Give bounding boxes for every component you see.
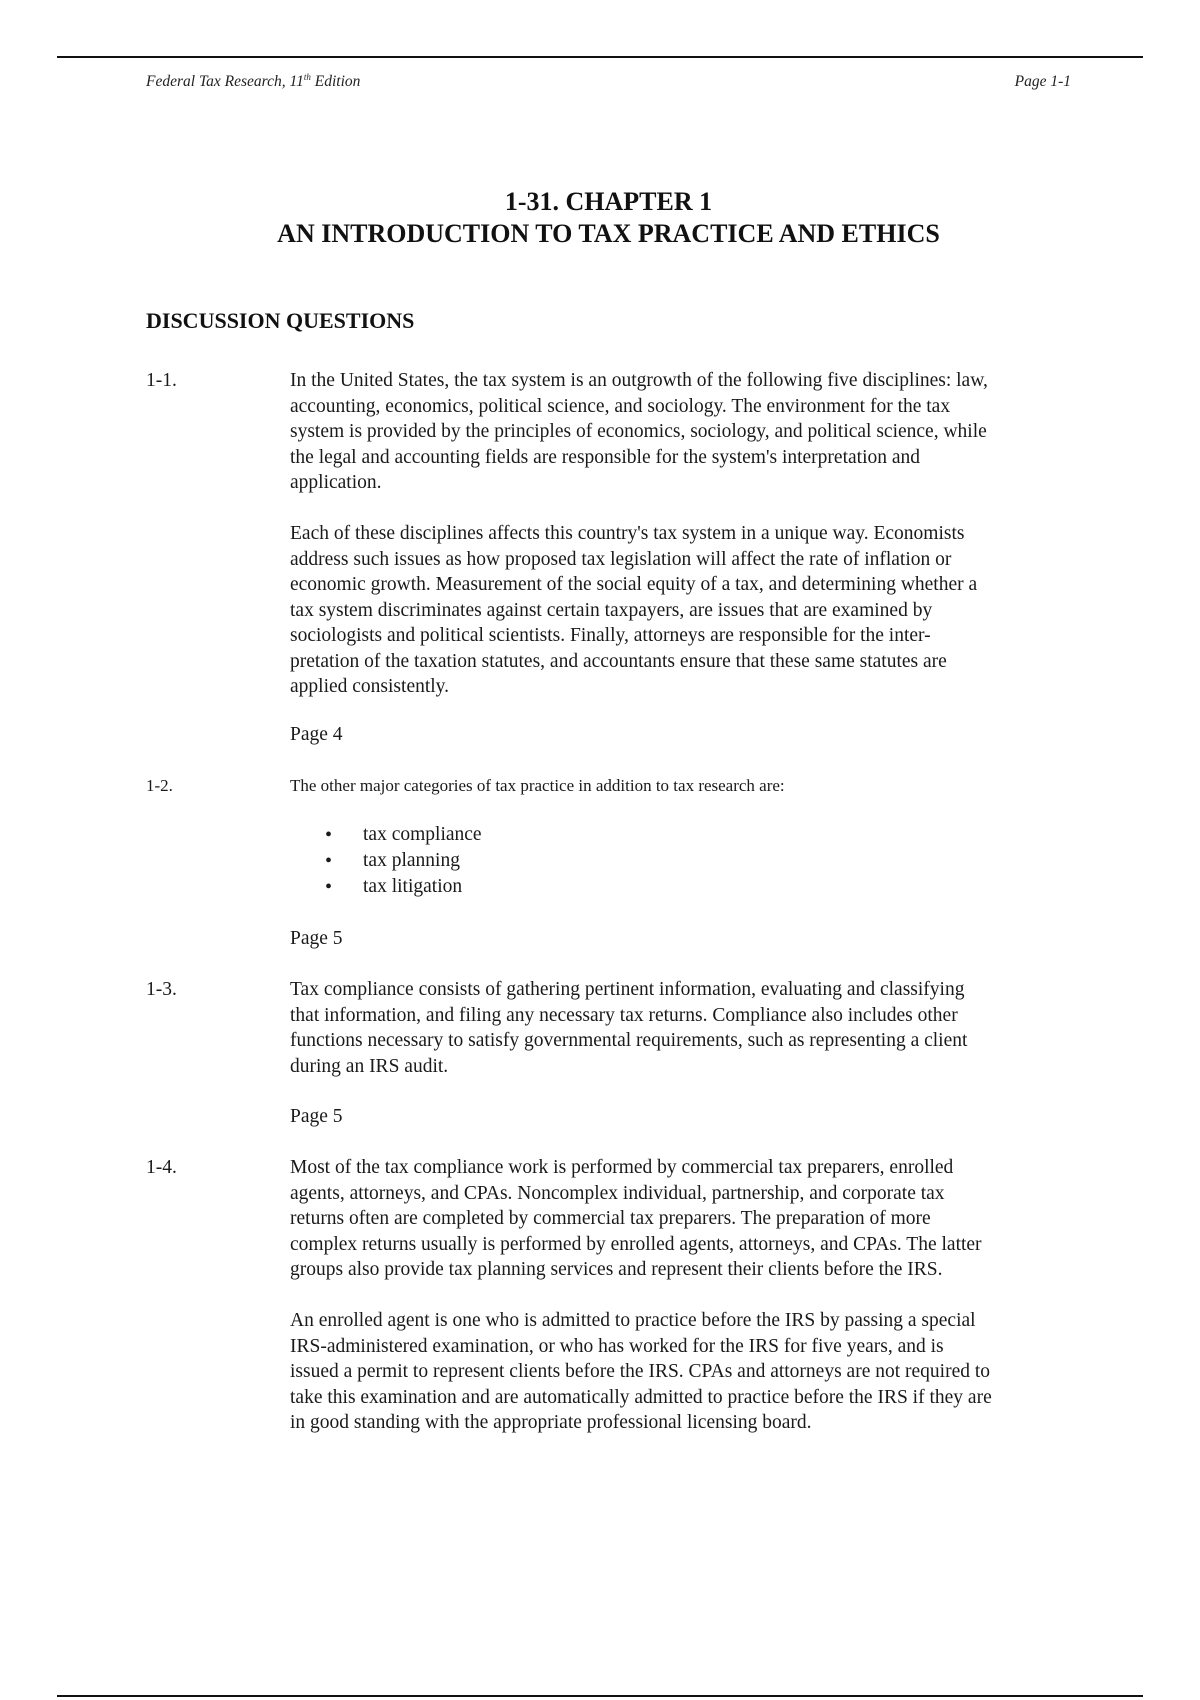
text-line: pretation of the taxation statutes, and accountants ensure that these same statutes are xyxy=(290,650,947,672)
header-book-title xyxy=(146,73,360,91)
question-number: 1-4. xyxy=(146,1157,177,1178)
text-line: An enrolled agent is one who is admitted to practice before the IRS by passing a special xyxy=(290,1310,976,1331)
text-line: tax system discriminates against certain taxpayers, are issues that are examined by xyxy=(290,599,933,621)
text-line: during an IRS audit. xyxy=(290,1055,449,1077)
bullet-icon: • xyxy=(325,824,333,846)
list-item-text: tax litigation xyxy=(363,876,463,897)
page-reference: Page 5 xyxy=(290,1106,343,1127)
text-line: functions necessary to satisfy governmental requirements, such as representing a client xyxy=(290,1030,968,1051)
list-item xyxy=(325,848,725,874)
text-line: issued a permit to represent clients before the IRS. CPAs and attorneys are not required to xyxy=(290,1361,991,1382)
text-line: complex returns usually is performed by enrolled agents, attorneys, and CPAs. The latter xyxy=(290,1233,982,1255)
list-item-text: tax planning xyxy=(363,850,460,871)
text-line: take this examination and are automatically admitted to practice before the IRS if they are xyxy=(290,1386,992,1408)
chapter-title xyxy=(146,186,1071,250)
text-line: sociologists and political scientists. Finally, attorneys are responsible for the inter- xyxy=(290,625,931,646)
text-line: groups also provide tax planning services and represent their clients before the IRS. xyxy=(290,1259,943,1280)
question-1-2-intro: The other major categories of tax practice in addition to tax research are: xyxy=(290,776,785,795)
tax-practice-categories-list xyxy=(325,822,725,900)
section-heading: DISCUSSION QUESTIONS xyxy=(146,308,415,333)
text-line: Most of the tax compliance work is performed by commercial tax preparers, enrolled xyxy=(290,1157,954,1178)
text-line: in good standing with the appropriate professional licensing board. xyxy=(290,1412,812,1433)
chapter-title-line-1: 1-31. CHAPTER 1 xyxy=(504,187,713,216)
question-1-4-paragraph-2 xyxy=(290,1308,1090,1436)
question-1-4-paragraph-1 xyxy=(290,1155,1090,1283)
bullet-icon: • xyxy=(325,876,333,898)
text-line: the legal and accounting fields are responsible for the system's interpretation and xyxy=(290,446,921,468)
header-page-number: Page 1-1 xyxy=(1014,73,1071,90)
question-number: 1-3. xyxy=(146,979,177,1000)
list-item xyxy=(325,822,725,848)
chapter-title-line-2: AN INTRODUCTION TO TAX PRACTICE AND ETHICS xyxy=(277,219,940,248)
page-reference: Page 5 xyxy=(290,928,343,949)
text-line: Each of these disciplines affects this country's tax system in a unique way. Economists xyxy=(290,523,965,544)
text-line: address such issues as how proposed tax legislation will affect the rate of inflation or xyxy=(290,548,952,570)
question-number: 1-1. xyxy=(146,370,177,391)
top-rule xyxy=(57,56,1143,58)
list-item xyxy=(325,874,725,900)
question-1-1-paragraph-2 xyxy=(290,521,1090,700)
question-1-3-paragraph xyxy=(290,977,1090,1079)
header-title-prefix: Federal Tax Research, 11 xyxy=(146,73,304,90)
text-line: economic growth. Measurement of the social equity of a tax, and determining whether a xyxy=(290,574,978,595)
question-number: 1-2. xyxy=(146,776,173,795)
text-line: returns often are completed by commercial tax preparers. The preparation of more xyxy=(290,1208,931,1229)
text-line: IRS-administered examination, or who has worked for the IRS for five years, and is xyxy=(290,1335,944,1357)
text-line: applied consistently. xyxy=(290,676,450,697)
bottom-rule xyxy=(57,1695,1143,1697)
header-title-superscript: th xyxy=(303,72,311,82)
text-line: system is provided by the principles of economics, sociology, and political science, while xyxy=(290,421,987,442)
text-line: application. xyxy=(290,472,382,493)
text-line: agents, attorneys, and CPAs. Noncomplex individual, partnership, and corporate tax xyxy=(290,1182,945,1204)
bullet-icon: • xyxy=(325,850,333,872)
list-item-text: tax compliance xyxy=(363,824,482,845)
text-line: that information, and filing any necessary tax returns. Compliance also includes other xyxy=(290,1004,958,1026)
running-header xyxy=(146,73,1071,95)
text-line: Tax compliance consists of gathering pertinent information, evaluating and classifying xyxy=(290,979,965,1000)
page-reference: Page 4 xyxy=(290,724,343,745)
text-line: accounting, economics, political science, and sociology. The environment for the tax xyxy=(290,395,951,417)
header-title-suffix: Edition xyxy=(310,73,361,90)
question-1-1-paragraph-1 xyxy=(290,368,1090,496)
text-line: In the United States, the tax system is an outgrowth of the following five disciplines: law, xyxy=(290,370,988,391)
